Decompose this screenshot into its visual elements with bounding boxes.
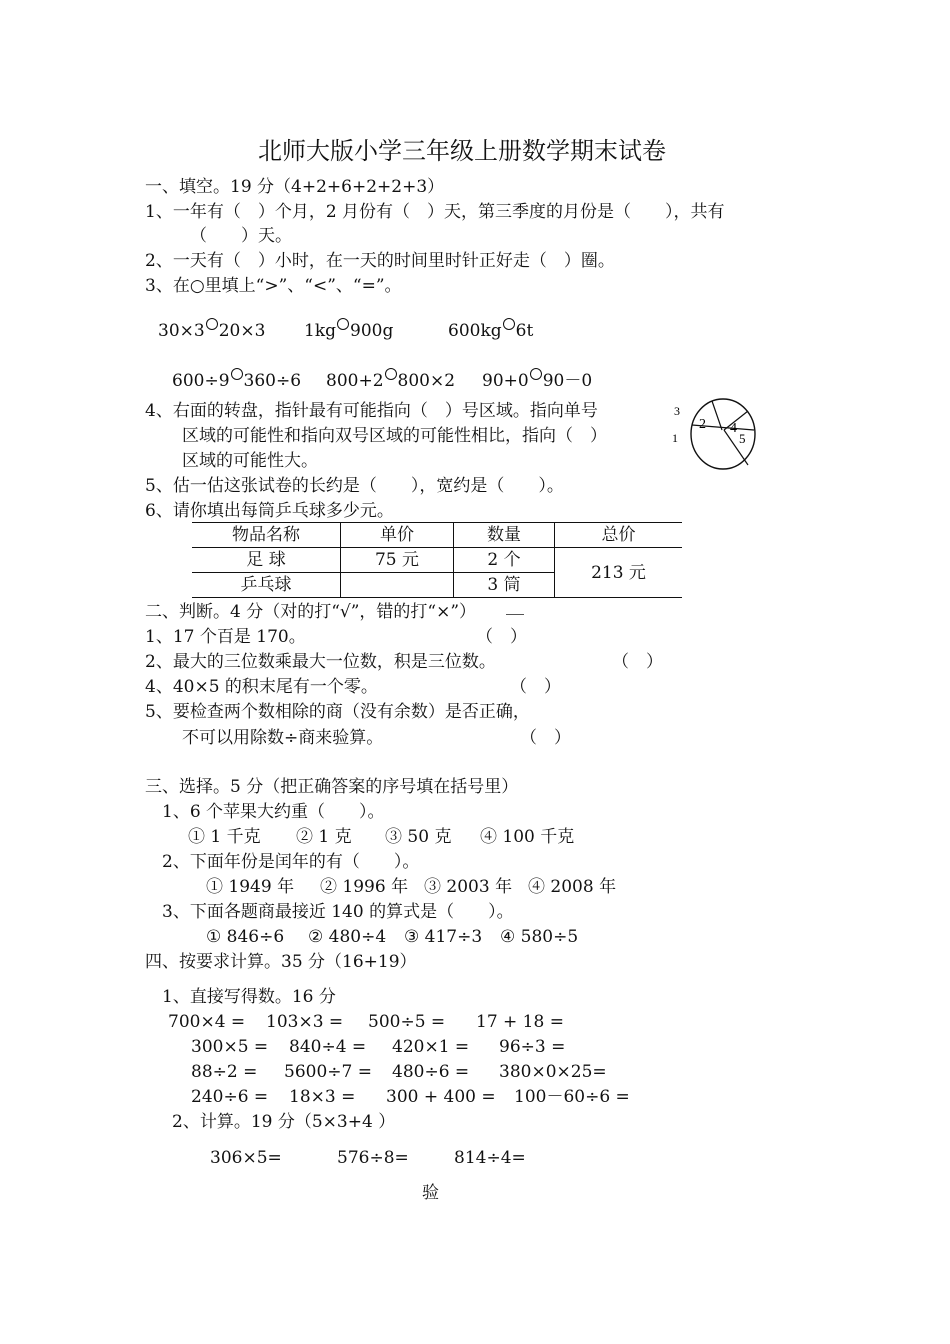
compare-circle-icon[interactable] (385, 368, 397, 380)
choice-option[interactable]: ② 1996 年 (320, 877, 409, 897)
table-cell: 足 球 (192, 548, 341, 573)
calc-item: 840÷4 = (289, 1037, 367, 1057)
compare-item: 600kg 6t (448, 318, 533, 342)
table-header: 物品名称 (192, 523, 341, 548)
subsection-2: 2、计算。19 分（5×3+4 ） (172, 1112, 396, 1132)
calc-item: 420×1 = (392, 1037, 470, 1057)
page-title: 北师大版小学三年级上册数学期末试卷 (258, 137, 666, 165)
judge-paren[interactable]: （ ） (520, 728, 571, 748)
calc-item: 300×5 = (191, 1037, 269, 1057)
choice-question: 3、下面各题商最接近 140 的算式是（ ）。 (162, 902, 514, 922)
table-row (192, 523, 682, 548)
calc-item: 5600÷7 = (284, 1062, 372, 1082)
calc-item: 96÷3 = (499, 1037, 566, 1057)
choice-option[interactable]: ④ 2008 年 (528, 877, 617, 897)
calc-item: 100－60÷6 = (514, 1087, 630, 1107)
question-4-line-1: 4、右面的转盘，指针最有可能指向（ ）号区域。指向单号 (145, 401, 598, 421)
compare-circle-icon[interactable] (231, 368, 243, 380)
compare-circle-icon[interactable] (206, 318, 218, 330)
choice-option[interactable]: ① 1949 年 (206, 877, 295, 897)
calc-item: 306×5= (210, 1148, 282, 1168)
calc-item: 17 + 18 = (476, 1012, 564, 1032)
calc-item: 380×0×25= (499, 1062, 607, 1082)
judge-paren[interactable]: （ ） (612, 652, 663, 672)
question-4-line-2: 区域的可能性和指向双号区域的可能性相比，指向（ ） (182, 426, 607, 446)
subsection-1: 1、直接写得数。16 分 (162, 987, 336, 1007)
table-cell: 75 元 (341, 548, 454, 573)
table-header: 总价 (555, 523, 683, 548)
question-5: 5、估一估这张试卷的长约是（ ），宽约是（ ）。 (145, 476, 564, 496)
spinner-label: 3 (674, 404, 680, 418)
price-table (192, 522, 682, 598)
question-3: 3、在○里填上“>”、“<”、“=”。 (145, 276, 402, 296)
calc-item: 576÷8= (337, 1148, 409, 1168)
table-row (192, 548, 682, 573)
table-cell: 3 筒 (454, 573, 555, 598)
section-4-heading: 四、按要求计算。35 分（16+19） (145, 952, 417, 972)
question-1-line-2: （ ）天。 (190, 226, 292, 246)
question-6: 6、请你填出每筒乒乓球多少元。 (145, 501, 394, 521)
divider (506, 614, 524, 615)
calc-item: 480÷6 = (392, 1062, 470, 1082)
spinner-label: 4 (730, 421, 737, 436)
choice-option[interactable]: ③ 2003 年 (424, 877, 513, 897)
choice-option[interactable]: ③ 417÷3 (404, 927, 483, 947)
spinner-label: 1 (672, 431, 678, 445)
calc-item: 500÷5 = (368, 1012, 446, 1032)
choice-option[interactable]: ④ 580÷5 (500, 927, 579, 947)
compare-circle-icon[interactable] (530, 368, 542, 380)
section-2-heading: 二、判断。4 分（对的打“√”，错的打“×”） (145, 602, 477, 622)
table-header: 数量 (454, 523, 555, 548)
judge-item-line-2: 不可以用除数÷商来验算。 (182, 728, 384, 748)
judge-item: 1、17 个百是 170。 (145, 627, 306, 647)
spinner-label: 5 (739, 431, 746, 446)
calc-item: 18×3 = (289, 1087, 356, 1107)
choice-question: 2、下面年份是闰年的有（ ）。 (162, 852, 420, 872)
compare-item: 800+2 800×2 (326, 368, 455, 392)
compare-circle-icon[interactable] (503, 318, 515, 330)
judge-item: 4、40×5 的积末尾有一个零。 (145, 677, 378, 697)
compare-circle-icon[interactable] (337, 318, 349, 330)
choice-question: 1、6 个苹果大约重（ ）。 (162, 802, 385, 822)
question-1-line-1: 1、一年有（ ）个月，2 月份有（ ）天，第三季度的月份是（ ），共有 (145, 202, 725, 222)
calc-item: 240÷6 = (191, 1087, 269, 1107)
judge-paren[interactable]: （ ） (510, 677, 561, 697)
judge-item: 2、最大的三位数乘最大一位数，积是三位数。 (145, 652, 496, 672)
question-2: 2、一天有（ ）小时，在一天的时间里时针正好走（ ）圈。 (145, 251, 615, 271)
table-header: 单价 (341, 523, 454, 548)
compare-item: 600÷9 360÷6 (172, 368, 301, 392)
choice-option[interactable]: ③ 50 克 (385, 827, 452, 847)
judge-item: 5、要检查两个数相除的商（没有余数）是否正确， (145, 702, 530, 722)
question-4-line-3: 区域的可能性大。 (182, 451, 318, 471)
table-cell: 乒乓球 (192, 573, 341, 598)
table-cell-blank[interactable] (341, 573, 454, 598)
judge-paren[interactable]: （ ） (476, 627, 527, 647)
compare-item: 30×3 20×3 (158, 318, 265, 342)
choice-option[interactable]: ① 1 千克 (188, 827, 261, 847)
calc-item: 88÷2 = (191, 1062, 258, 1082)
section-3-heading: 三、选择。5 分（把正确答案的序号填在括号里） (145, 777, 519, 797)
table-cell: 2 个 (454, 548, 555, 573)
verify-label: 验 (422, 1183, 439, 1203)
choice-option[interactable]: ② 1 克 (296, 827, 352, 847)
calc-item: 300 + 400 = (386, 1087, 496, 1107)
calc-item: 700×4 = (168, 1012, 246, 1032)
compare-item: 1kg 900g (304, 318, 393, 342)
calc-item: 103×3 = (266, 1012, 344, 1032)
choice-option[interactable]: ① 846÷6 (206, 927, 285, 947)
choice-option[interactable]: ④ 100 千克 (480, 827, 575, 847)
calc-item: 814÷4= (454, 1148, 526, 1168)
section-1-heading: 一、填空。19 分（4+2+6+2+2+3） (145, 177, 445, 197)
spinner-diagram (668, 395, 758, 475)
choice-option[interactable]: ② 480÷4 (308, 927, 387, 947)
spinner-label: 2 (699, 417, 706, 432)
table-cell-total: 213 元 (555, 548, 683, 598)
compare-item: 90+0 90－0 (482, 368, 592, 392)
